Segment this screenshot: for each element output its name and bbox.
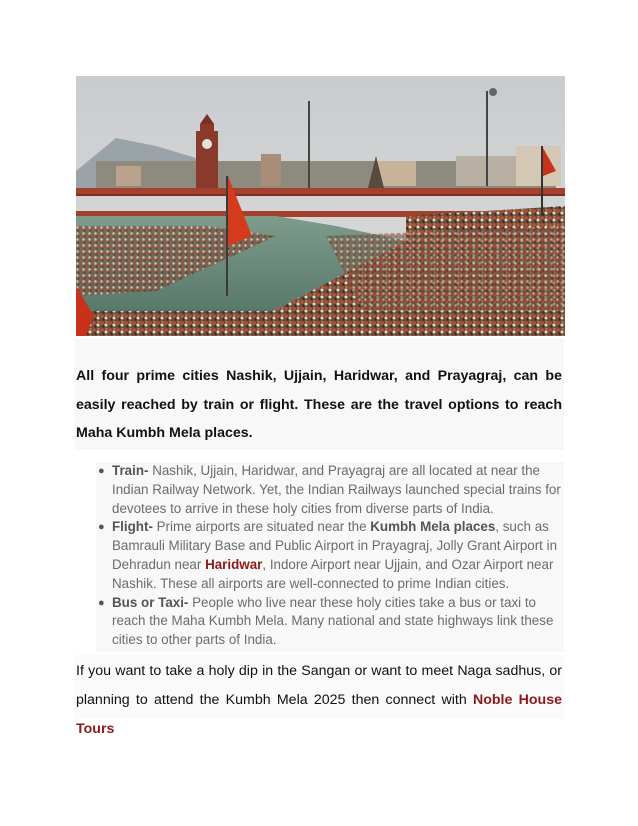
train-label: Train- <box>112 463 149 478</box>
kumbh-mela-places-highlight: Kumbh Mela places <box>370 519 496 535</box>
intro-paragraph-box <box>74 338 564 450</box>
flight-label: Flight- <box>112 519 153 535</box>
closing-paragraph <box>74 655 564 744</box>
bullet-icon: ● <box>98 465 105 477</box>
list-item-train <box>98 462 564 518</box>
ghat-crowd-illustration <box>76 76 565 336</box>
bus-taxi-text: People who live near these holy cities take a bus or taxi to reach the Maha Kumbh Mela. Many national and state highways link these cities to other parts of India. <box>112 594 554 648</box>
bullet-icon: ● <box>98 596 105 609</box>
closing-paragraph-box <box>74 655 564 737</box>
closing-text: If you want to take a holy dip in the Sangan or want to meet Naga sadhus, or planning to attend the Kumbh Mela 2025 then connect with <box>76 663 562 708</box>
list-item-bus-taxi <box>98 594 564 650</box>
train-text: Nashik, Ujjain, Haridwar, and Prayagraj are all located at near the Indian Railway Network. Yet, the Indian Railways launched special trains for devotees to arrive in these holy cities from diverse parts of India. <box>112 463 561 516</box>
bullet-icon: ● <box>98 521 105 534</box>
kumbh-mela-photo <box>76 76 565 336</box>
travel-options-list <box>96 462 564 652</box>
haridwar-link[interactable]: Haridwar <box>205 556 263 572</box>
intro-paragraph: All four prime cities Nashik, Ujjain, Haridwar, and Prayagraj, can be easily reached by train or flight. These are the travel options to reach Maha Kumbh Mela places. <box>76 368 562 441</box>
flight-text-a: Prime airports are situated near the <box>152 519 371 535</box>
flight-text-b: , such as Bamrauli Military Base and Public Airport in Prayagraj, Jolly Grant Airport in Dehradun near <box>112 519 558 572</box>
list-item-flight <box>98 518 564 593</box>
noble-house-tours-link[interactable]: Noble House Tours <box>76 692 562 737</box>
flight-text-c: , Indore Airport near Ujjain, and Ozar Airport near Nashik. These all airports are well-connected to prime Indian cities. <box>112 556 554 591</box>
bus-taxi-label: Bus or Taxi- <box>112 594 189 610</box>
